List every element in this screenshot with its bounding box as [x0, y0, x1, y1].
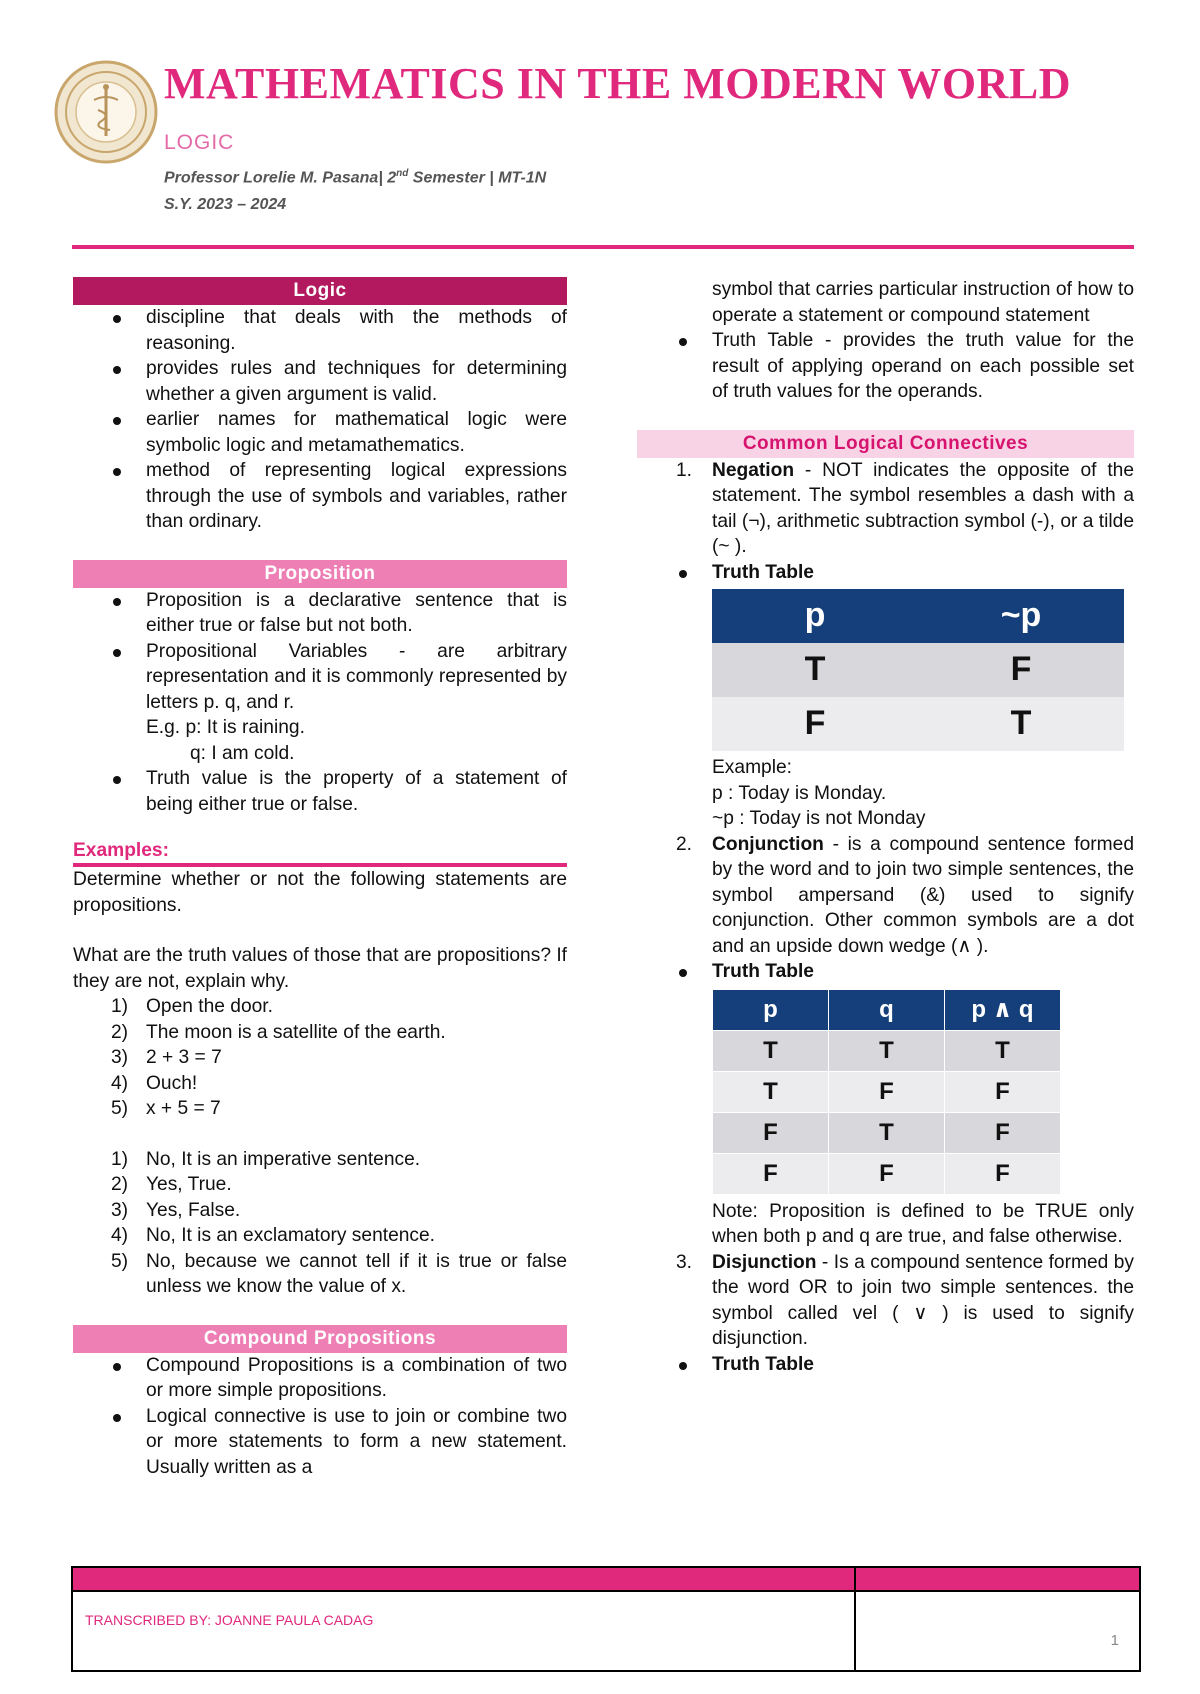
logic-bullets: [146, 305, 567, 535]
document-title: MATHEMATICS IN THE MODERN WORLD: [164, 59, 1071, 108]
negation-term: Negation: [712, 459, 795, 481]
continued-text: symbol that carries particular instruction of how to operate a statement or compound statement: [712, 279, 1134, 326]
left-column: [73, 277, 567, 1480]
examples-intro: Determine whether or not the following statements are propositions.: [73, 869, 567, 916]
list-item: Proposition is a declarative sentence that is either true or false but not both.: [73, 588, 567, 639]
list-item: 3) Yes, False.: [111, 1199, 241, 1221]
list-item: 2) The moon is a satellite of the earth.: [111, 1021, 446, 1043]
professor-name: Professor Lorelie M. Pasana: [164, 169, 379, 187]
connective-negation: 1. Negation - NOT indicates the opposite of the statement. The symbol resembles a dash with a tail (¬), arithmetic subtraction symbol (-), or a tilde (~ ).: [676, 459, 1134, 557]
proposition-bullets: [146, 588, 567, 818]
truth-table-label: Truth Table: [639, 1352, 1134, 1378]
section-heading-logic: Logic: [73, 277, 567, 305]
example-line: q: I am cold.: [190, 742, 295, 764]
list-item: 5) x + 5 = 7: [111, 1098, 221, 1119]
compound-bullets: [146, 1353, 567, 1481]
conjunction-note: Note: Proposition is defined to be TRUE only when both p and q are true, and false otherwise.: [712, 1200, 1134, 1247]
footer-band: [73, 1568, 1139, 1592]
section-heading-connectives: Common Logical Connectives: [637, 430, 1134, 458]
list-item: Logical connective is use to join or combine two or more statements to form a new statement. Usually written as a: [73, 1404, 567, 1481]
list-item: 3) 2 + 3 = 7: [111, 1047, 222, 1068]
document-subtitle: LOGIC: [164, 131, 235, 154]
header-divider: [72, 245, 1134, 249]
list-item: Truth value is the property of a statement of being either true or false.: [73, 766, 567, 817]
connective-conjunction: 2. Conjunction - is a compound sentence formed by the word and to join two simple sentences, the symbol ampersand (&) used to signify conjunction. Other common symbols are a dot and an upside down wedge (∧ ).: [676, 833, 1134, 957]
truth-table-def: [712, 328, 1134, 405]
list-item: 1) No, It is an imperative sentence.: [111, 1148, 421, 1170]
truth-table-label: Truth Table: [639, 959, 1134, 985]
school-year: S.Y. 2023 – 2024: [164, 196, 287, 213]
examples-heading: Examples:: [73, 839, 567, 867]
transcriber-credit: TRANSCRIBED BY: JOANNE PAULA CADAG: [85, 1612, 374, 1628]
list-item: method of representing logical expressions through the use of symbols and variables, rather than ordinary.: [73, 458, 567, 535]
list-item: Compound Propositions is a combination of two or more simple propositions.: [73, 1353, 567, 1404]
conjunction-truth-table: p q p ∧ q T T T T F F F T F F F F: [712, 989, 1061, 1195]
negation-example: Example: p : Today is Monday. ~p : Today is not Monday: [712, 757, 926, 829]
page-number: 1: [1110, 1632, 1119, 1649]
list-item: 2) Yes, True.: [111, 1174, 232, 1195]
disjunction-term: Disjunction: [712, 1251, 817, 1273]
examples-question: What are the truth values of those that are propositions? If they are not, explain why.: [73, 945, 567, 992]
answers-list: [111, 1147, 567, 1300]
right-column: [639, 277, 1134, 1377]
list-item: provides rules and techniques for determining whether a given argument is valid.: [73, 356, 567, 407]
negation-truth-table: p ~p T F F T: [712, 589, 1124, 751]
connective-disjunction: 3. Disjunction - Is a compound sentence formed by the word OR to join two simple sentences. the symbol called vel ( ∨ ) is used to signify disjunction.: [676, 1251, 1134, 1349]
professor-line: Professor Lorelie M. Pasana| 2nd Semester | MT-1N: [164, 168, 547, 187]
section-heading-compound: Compound Propositions: [73, 1325, 567, 1353]
page-footer: [71, 1566, 1141, 1672]
university-seal-logo: [54, 60, 158, 164]
list-item: Truth Table - provides the truth value for the result of applying operand on each possible set of truth values for the operands.: [639, 328, 1134, 405]
list-item: earlier names for mathematical logic were symbolic logic and metamathematics.: [73, 407, 567, 458]
list-item: 4) No, It is an exclamatory sentence.: [111, 1225, 436, 1246]
list-item: 4) Ouch!: [111, 1072, 198, 1094]
list-item: 5) No, because we cannot tell if it is true or false unless we know the value of x.: [111, 1250, 567, 1297]
list-item: 1) Open the door.: [111, 996, 273, 1017]
list-item: discipline that deals with the methods of reasoning.: [73, 305, 567, 356]
list-item: Propositional Variables - are arbitrary representation and it is commonly represented by letters p. q, and r. E.g. p: It is raining. q: I am cold.: [73, 639, 567, 767]
footer-divider: [854, 1568, 856, 1670]
truth-table-label: Truth Table: [639, 560, 1134, 586]
section-heading-proposition: Proposition: [73, 560, 567, 588]
conjunction-term: Conjunction: [712, 833, 824, 855]
examples-list: [111, 994, 567, 1122]
example-line: E.g. p: It is raining.: [146, 717, 305, 738]
